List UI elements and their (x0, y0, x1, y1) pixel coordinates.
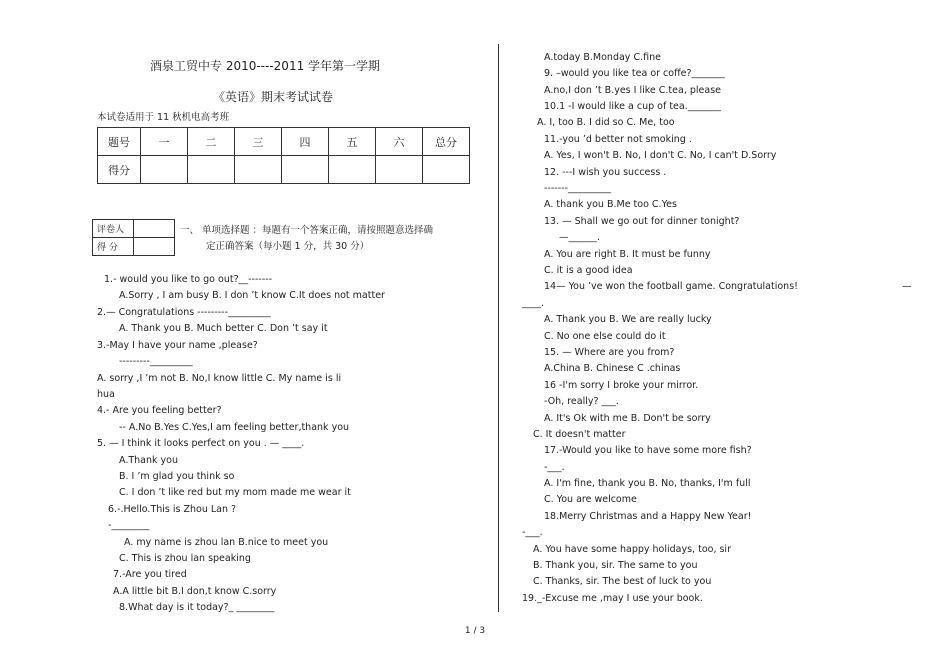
question-line: A. Thank you B. We are really lucky (544, 314, 712, 325)
question-line: -________ (108, 520, 150, 531)
score-cell[interactable] (423, 156, 470, 184)
grader-table (92, 219, 175, 256)
question-line: ---------_________ (119, 356, 193, 367)
question-line: A. sorry ,I ’m not B. No,I know little C. My name is li (97, 373, 342, 384)
question-line: A. You are right B. It must be funny (544, 249, 711, 260)
score-col-1: 一 (141, 128, 188, 156)
question-line: -___. (522, 527, 543, 538)
question-line: B. I ’m glad you think so (119, 471, 235, 482)
question-line: 16 -I'm sorry I broke your mirror. (544, 380, 699, 391)
grader-score-cell[interactable] (134, 238, 175, 256)
grader-label: 评卷人 (93, 220, 134, 238)
score-col-6: 六 (376, 128, 423, 156)
score-table (97, 127, 470, 184)
score-row-label: 得分 (98, 156, 141, 184)
question-line: 8.What day is it today?_ ________ (119, 602, 275, 613)
page-number: 1 / 3 (464, 626, 486, 636)
score-cell[interactable] (329, 156, 376, 184)
question-line: 1.- would you like to go out?__------- (104, 274, 273, 285)
question-line: -Oh, really? ___. (544, 396, 619, 407)
question-line: A. thank you B.Me too C.Yes (544, 199, 677, 210)
question-line: hua (97, 389, 115, 400)
question-line: -- A.No B.Yes C.Yes,I am feeling better,thank you (119, 422, 350, 433)
question-line: C. This is zhou lan speaking (119, 553, 251, 564)
column-divider (498, 44, 499, 612)
question-line: A. I, too B. I did so C. Me, too (537, 117, 675, 128)
question-line: 14— You ’ve won the football game. Congratulations! (544, 281, 798, 292)
question-line: C. No one else could do it (544, 331, 666, 342)
question-line: 5. — I think it looks perfect on you . — ____. (97, 438, 305, 449)
score-col-4: 四 (282, 128, 329, 156)
question-line: 13. — Shall we go out for dinner tonight? (544, 216, 740, 227)
score-col-label: 题号 (98, 128, 141, 156)
grader-cell[interactable] (134, 220, 175, 238)
score-cell[interactable] (282, 156, 329, 184)
exam-scope: 本试卷适用于 11 秋机电高考班 (97, 112, 230, 123)
question-line: C. It doesn't matter (533, 429, 626, 440)
question-line: 2.— Congratulations ---------_________ (97, 307, 271, 318)
question-line: — (902, 281, 912, 292)
question-line: B. Thank you, sir. The same to you (533, 560, 698, 571)
score-col-5: 五 (329, 128, 376, 156)
section-1-instructions-cont: 定正确答案（每小题 1 分，共 30 分） (206, 241, 370, 252)
question-line: A. Thank you B. Much better C. Don ’t say it (119, 323, 328, 334)
score-col-3: 三 (235, 128, 282, 156)
question-line: 3.-May I have your name ,please? (97, 340, 258, 351)
question-line: A.A little bit B.I don,t know C.sorry (113, 586, 277, 597)
question-line: -------_________ (544, 183, 611, 194)
question-line: 12. ---I wish you success . (544, 167, 667, 178)
question-line: C. Thanks, sir. The best of luck to you (533, 576, 712, 587)
question-line: 11.-you ’d better not smoking . (544, 134, 692, 145)
score-table-score-row (98, 156, 470, 184)
score-table-header-row (98, 128, 470, 156)
question-line: A. You have some happy holidays, too, sir (533, 544, 731, 555)
question-line: C. I don ’t like red but my mom made me wear it (119, 487, 351, 498)
section-1-instructions: 一、 单项选择题 ：每题有一个答案正确，请按照题意选择确 (180, 225, 434, 236)
question-line: ____. (522, 298, 545, 309)
question-line: 6.-.Hello.This is Zhou Lan ? (108, 504, 237, 515)
question-line: C. it is a good idea (544, 265, 633, 276)
question-line: -___. (544, 462, 565, 473)
score-cell[interactable] (235, 156, 282, 184)
question-line: A. Yes, I won't B. No, I don't C. No, I can't D.Sorry (544, 150, 777, 161)
question-line: A.Thank you (119, 455, 178, 466)
score-cell[interactable] (188, 156, 235, 184)
question-line: A. I'm fine, thank you B. No, thanks, I'm full (544, 478, 751, 489)
question-line: 4.- Are you feeling better? (97, 405, 222, 416)
exam-title: 酒泉工贸中专 2010----2011 学年第一学期 (150, 59, 381, 73)
grader-score-label: 得 分 (93, 238, 134, 256)
score-col-total: 总分 (423, 128, 470, 156)
question-line: A.no,I don ’t B.yes I like C.tea, please (544, 85, 721, 96)
question-line: A.Sorry , I am busy B. I don ’t know C.It does not matter (119, 290, 385, 301)
question-line: —______. (559, 232, 601, 243)
question-line: A. It's Ok with me B. Don't be sorry (544, 413, 711, 424)
question-line: 9. –would you like tea or coffe?_______ (544, 68, 725, 79)
question-line: A.today B.Monday C.fine (544, 52, 661, 63)
score-col-2: 二 (188, 128, 235, 156)
question-line: A.China B. Chinese C .chinas (544, 363, 681, 374)
score-cell[interactable] (376, 156, 423, 184)
question-line: 18.Merry Christmas and a Happy New Year! (544, 511, 752, 522)
question-line: A. my name is zhou lan B.nice to meet you (124, 537, 329, 548)
question-line: 19._-Excuse me ,may I use your book. (522, 593, 703, 604)
question-line: 10.1 -I would like a cup of tea._______ (544, 101, 721, 112)
exam-subtitle: 《英语》期末考试试卷 (213, 90, 334, 104)
question-line: C. You are welcome (544, 494, 637, 505)
score-cell[interactable] (141, 156, 188, 184)
question-line: 15. — Where are you from? (544, 347, 675, 358)
question-line: 7.-Are you tired (113, 569, 187, 580)
question-line: 17.-Would you like to have some more fish? (544, 445, 752, 456)
